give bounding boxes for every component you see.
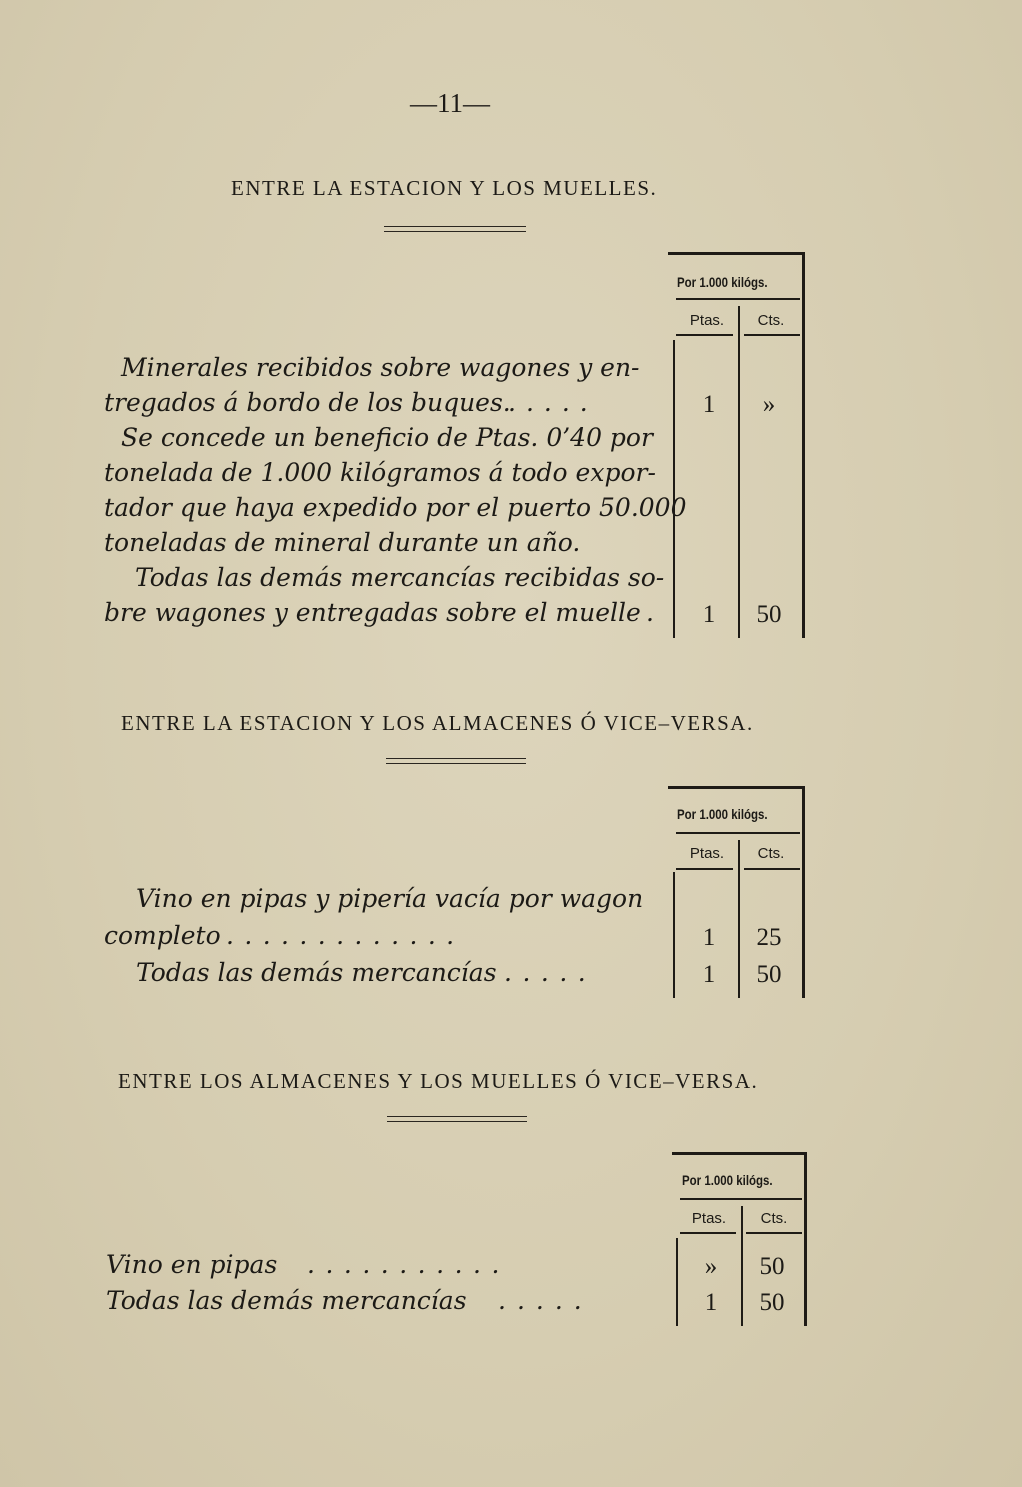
page-number: —11— [410,88,490,118]
rate-cts: 25 [756,924,782,951]
leader-dots: . [646,598,654,627]
text-line: bre wagones y entregadas sobre el muelle [104,598,641,627]
column-cts-header: Cts. [760,1210,788,1227]
table-header-rule [676,832,800,834]
column-rule [676,868,733,870]
text-line: completo [104,921,221,950]
table-top-rule [668,252,804,255]
column-rule [676,334,733,336]
table-header-rule [676,298,800,300]
table-header: Por 1.000 kilógs. [677,274,768,290]
text-line: tregados á bordo de los buques. [104,388,511,417]
table-right-rule [802,786,805,998]
rate-ptas: 1 [702,961,716,988]
text-line: Se concede un beneficio de Ptas. 0’40 por [121,423,653,452]
column-rule [744,868,800,870]
text-line: tador que haya expedido por el puerto 50.000 [104,493,687,522]
leader-dots: ..... [498,1286,593,1315]
text-line: Minerales recibidos sobre wagones y en- [121,353,640,382]
column-ptas-header: Ptas. [689,845,725,862]
table-top-rule [668,786,804,789]
leader-dots: ........... [307,1250,510,1279]
text-line: Vino en pipas y pipería vacía por wagon [136,884,644,913]
rate-cts: 50 [759,1289,785,1316]
table-center-rule [738,306,740,638]
text-line: Todas las demás mercancías recibidas so- [135,563,665,592]
section-heading-3: ENTRE LOS ALMACENES Y LOS MUELLES Ó VICE–VERSA. [118,1069,759,1093]
table-top-rule [672,1152,806,1155]
table-left-rule [676,1238,678,1326]
table-left-rule [673,340,675,638]
text-line: Todas las demás mercancías [136,958,497,987]
column-cts-header: Cts. [757,845,785,862]
section-divider-3 [387,1116,527,1122]
rate-cts: 50 [759,1253,785,1280]
column-cts-header: Cts. [757,312,785,329]
section-heading-1: ENTRE LA ESTACION Y LOS MUELLES. [231,176,658,200]
text-line: toneladas de mineral durante un año. [104,528,581,557]
rate-ptas: 1 [702,924,716,951]
rate-ptas: 1 [702,601,716,628]
rate-ptas: 1 [704,1289,718,1316]
leader-dots: ..... [504,958,597,987]
column-rule [746,1232,802,1234]
leader-dots: ..... [508,388,598,417]
text-line: tonelada de 1.000 kilógramos á todo expor- [104,458,656,487]
table-right-rule [804,1152,807,1326]
table-header: Por 1.000 kilógs. [682,1172,773,1188]
table-header: Por 1.000 kilógs. [677,806,768,822]
rate-ptas: 1 [702,391,716,418]
rate-cts: 50 [756,601,782,628]
rate-ptas: » [704,1253,718,1280]
leader-dots: ............. [226,921,465,950]
column-ptas-header: Ptas. [689,312,725,329]
section-divider-2 [386,758,526,764]
column-rule [680,1232,736,1234]
column-rule [744,334,800,336]
text-line: Todas las demás mercancías [106,1286,467,1315]
section-heading-2: ENTRE LA ESTACION Y LOS ALMACENES Ó VICE–VERSA. [121,711,754,735]
text-line: Vino en pipas [106,1250,278,1279]
rate-cts: 50 [756,961,782,988]
section-divider-1 [384,226,526,232]
table-left-rule [673,872,675,998]
rate-cts: » [762,391,776,418]
table-right-rule [802,252,805,638]
table-header-rule [680,1198,802,1200]
column-ptas-header: Ptas. [691,1210,727,1227]
